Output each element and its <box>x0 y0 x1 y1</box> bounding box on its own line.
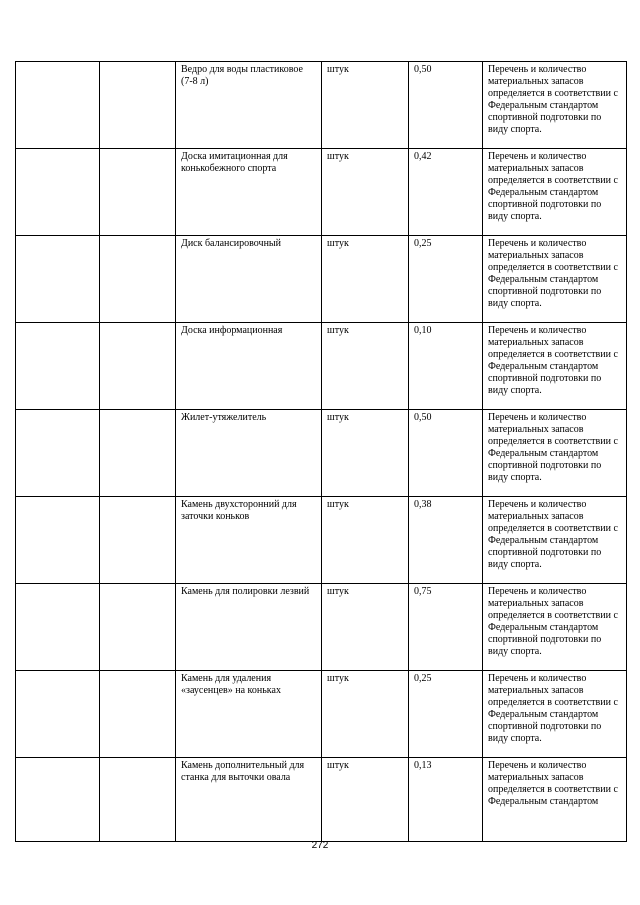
quantity-cell: 0,25 <box>409 236 483 323</box>
note-cell: Перечень и количество материальных запасов определяется в соответствии с Федеральным стандартом спортивной подготовки по виду спорта. <box>483 236 627 323</box>
row-cell-blank <box>16 323 100 410</box>
note-cell: Перечень и количество материальных запасов определяется в соответствии с Федеральным стандартом <box>483 758 627 842</box>
item-name-cell: Ведро для воды пластиковое (7-8 л) <box>176 62 322 149</box>
table-body <box>16 62 627 842</box>
row-cell-blank <box>100 758 176 842</box>
table-row <box>16 236 627 323</box>
item-name-cell: Доска информационная <box>176 323 322 410</box>
row-cell-blank <box>100 497 176 584</box>
row-cell-blank <box>100 236 176 323</box>
unit-cell: штук <box>322 323 409 410</box>
table-row <box>16 149 627 236</box>
unit-cell: штук <box>322 497 409 584</box>
unit-cell: штук <box>322 410 409 497</box>
unit-cell: штук <box>322 584 409 671</box>
quantity-cell: 0,50 <box>409 410 483 497</box>
quantity-cell: 0,13 <box>409 758 483 842</box>
row-cell-blank <box>100 149 176 236</box>
table-row <box>16 758 627 842</box>
row-cell-blank <box>16 758 100 842</box>
unit-cell: штук <box>322 758 409 842</box>
table-row <box>16 671 627 758</box>
unit-cell: штук <box>322 671 409 758</box>
row-cell-blank <box>16 410 100 497</box>
item-name-cell: Камень дополнительный для станка для выточки овала <box>176 758 322 842</box>
row-cell-blank <box>100 584 176 671</box>
row-cell-blank <box>100 671 176 758</box>
row-cell-blank <box>16 584 100 671</box>
row-cell-blank <box>100 323 176 410</box>
item-name-cell: Жилет-утяжелитель <box>176 410 322 497</box>
note-cell: Перечень и количество материальных запасов определяется в соответствии с Федеральным стандартом спортивной подготовки по виду спорта. <box>483 62 627 149</box>
item-name-cell: Камень для удаления «заусенцев» на коньках <box>176 671 322 758</box>
note-cell: Перечень и количество материальных запасов определяется в соответствии с Федеральным стандартом спортивной подготовки по виду спорта. <box>483 671 627 758</box>
row-cell-blank <box>100 410 176 497</box>
row-cell-blank <box>16 497 100 584</box>
unit-cell: штук <box>322 62 409 149</box>
unit-cell: штук <box>322 149 409 236</box>
table-row <box>16 62 627 149</box>
note-cell: Перечень и количество материальных запасов определяется в соответствии с Федеральным стандартом спортивной подготовки по виду спорта. <box>483 323 627 410</box>
row-cell-blank <box>16 671 100 758</box>
unit-cell: штук <box>322 236 409 323</box>
row-cell-blank <box>16 62 100 149</box>
page-number: 272 <box>311 840 329 851</box>
item-name-cell: Диск балансировочный <box>176 236 322 323</box>
table-row <box>16 410 627 497</box>
note-cell: Перечень и количество материальных запасов определяется в соответствии с Федеральным стандартом спортивной подготовки по виду спорта. <box>483 497 627 584</box>
equipment-table <box>15 61 627 842</box>
quantity-cell: 0,75 <box>409 584 483 671</box>
table-row <box>16 497 627 584</box>
note-cell: Перечень и количество материальных запасов определяется в соответствии с Федеральным стандартом спортивной подготовки по виду спорта. <box>483 584 627 671</box>
row-cell-blank <box>100 62 176 149</box>
quantity-cell: 0,50 <box>409 62 483 149</box>
row-cell-blank <box>16 236 100 323</box>
item-name-cell: Камень для полировки лезвий <box>176 584 322 671</box>
quantity-cell: 0,42 <box>409 149 483 236</box>
quantity-cell: 0,38 <box>409 497 483 584</box>
note-cell: Перечень и количество материальных запасов определяется в соответствии с Федеральным стандартом спортивной подготовки по виду спорта. <box>483 149 627 236</box>
row-cell-blank <box>16 149 100 236</box>
item-name-cell: Камень двухсторонний для заточки коньков <box>176 497 322 584</box>
note-cell: Перечень и количество материальных запасов определяется в соответствии с Федеральным стандартом спортивной подготовки по виду спорта. <box>483 410 627 497</box>
table-row <box>16 323 627 410</box>
quantity-cell: 0,25 <box>409 671 483 758</box>
quantity-cell: 0,10 <box>409 323 483 410</box>
table-row <box>16 584 627 671</box>
item-name-cell: Доска имитационная для конькобежного спорта <box>176 149 322 236</box>
